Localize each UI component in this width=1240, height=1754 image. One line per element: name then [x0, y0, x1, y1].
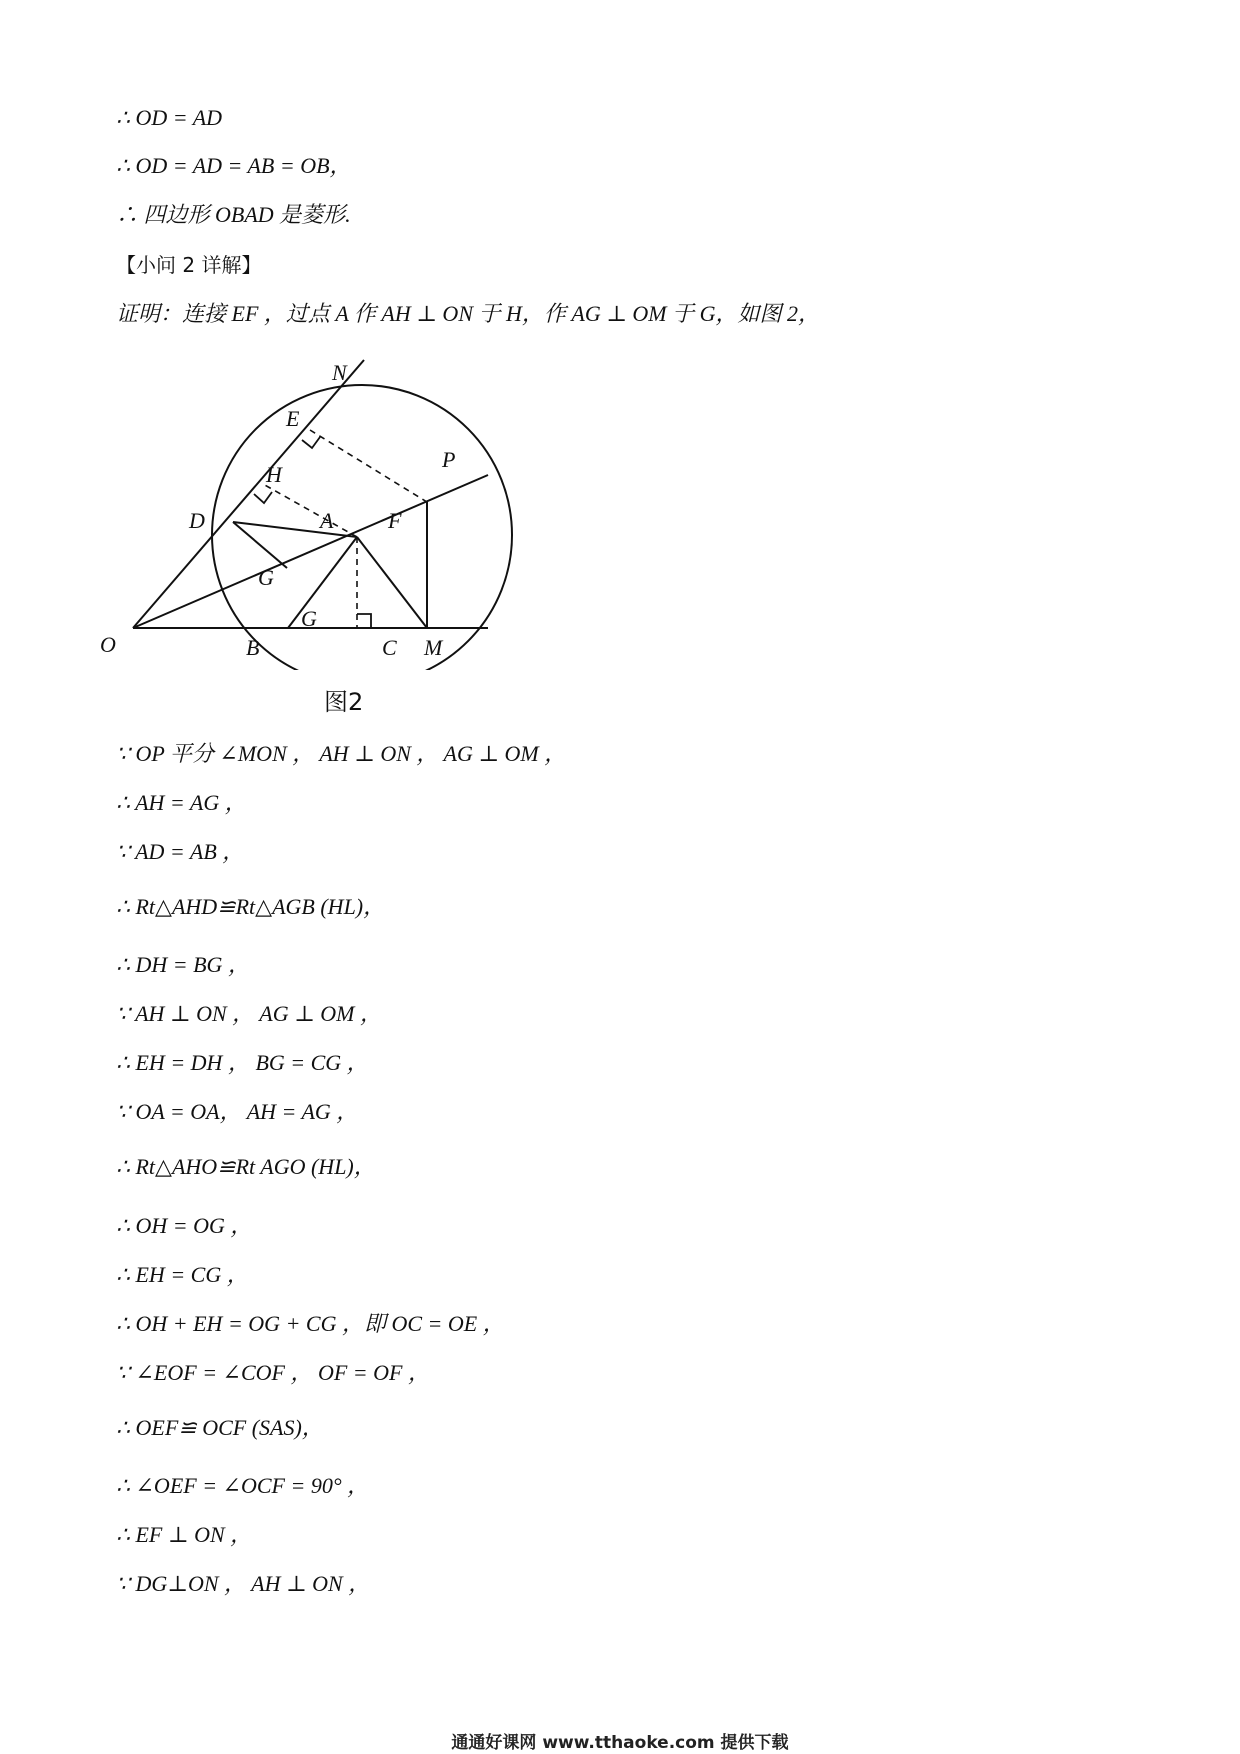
line-congruent-oef-ocf: ∴ OEF≌ OCF (SAS)， — [116, 1415, 324, 1440]
geometry-diagram — [100, 350, 520, 670]
line-ef-on: ∴ EF ⊥ ON ， — [116, 1522, 253, 1547]
label-o: O — [100, 632, 116, 657]
line-dg-on-ah-on: ∵ DG⊥ON ， AH ⊥ ON ， — [116, 1571, 371, 1596]
label-p: P — [442, 447, 456, 472]
segment-ab — [288, 537, 357, 628]
line-ah-on-ag-om: ∵ AH ⊥ ON ， AG ⊥ OM ， — [116, 1001, 383, 1026]
line-oa-oa: ∵ OA = OA， AH = AG ， — [116, 1099, 359, 1124]
geometry-figure — [100, 350, 520, 670]
section-heading: 【小问 2 详解】 — [116, 253, 262, 277]
right-angle-e — [302, 437, 320, 448]
line-od-ad-ab-ob: ∴ OD = AD = AB = OB， — [116, 153, 352, 178]
label-m: M — [424, 635, 443, 660]
line-angle-eof-cof: ∵ ∠EOF = ∠COF ， OF = OF ， — [116, 1360, 430, 1385]
line-od-ad: ∴ OD = AD — [116, 105, 223, 130]
figure-caption: 图2 — [324, 688, 364, 716]
line-rhombus: ∴ 四边形 OBAD 是菱形. — [116, 202, 351, 227]
line-oh-og: ∴ OH = OG ， — [116, 1213, 253, 1238]
label-h: H — [266, 462, 282, 487]
label-g-lower: G — [301, 606, 317, 631]
label-a: A — [320, 508, 334, 533]
label-f: F — [388, 508, 402, 533]
label-c: C — [382, 635, 397, 660]
line-congruent-aho-ago: ∴ Rt△AHO≌Rt AGO (HL)， — [116, 1154, 376, 1179]
line-dh-bg: ∴ DH = BG ， — [116, 952, 250, 977]
line-eh-cg: ∴ EH = CG ， — [116, 1262, 249, 1287]
line-angle-90: ∴ ∠OEF = ∠OCF = 90° ， — [116, 1473, 370, 1498]
line-oc-oe: ∴ OH + EH = OG + CG ，即 OC = OE ， — [116, 1311, 505, 1336]
segment-dg — [233, 522, 287, 568]
segment-da — [233, 522, 357, 537]
dashed-ef — [310, 430, 427, 502]
line-op-bisects: ∵ OP 平分 ∠MON ， AH ⊥ ON ， AG ⊥ OM ， — [116, 741, 567, 766]
line-proof-intro: 证明：连接 EF ，过点 A 作 AH ⊥ ON 于 H，作 AG ⊥ OM 于 G，如图 2， — [116, 301, 821, 326]
line-ah-ag: ∴ AH = AG ， — [116, 790, 247, 815]
label-b: B — [246, 635, 260, 660]
right-angle-h — [254, 492, 272, 503]
line-eh-dh-bg-cg: ∴ EH = DH ， BG = CG ， — [116, 1050, 369, 1075]
ray-on — [133, 360, 364, 628]
line-ad-ab: ∵ AD = AB ， — [116, 839, 245, 864]
line-congruent-ahd-agb: ∴ Rt△AHD≌Rt△AGB (HL)， — [116, 894, 386, 919]
right-angle-g — [357, 614, 371, 628]
label-g-upper: G — [258, 565, 274, 590]
label-n: N — [332, 360, 347, 385]
dashed-ah — [263, 484, 357, 537]
label-d: D — [189, 508, 205, 533]
footer: 通通好课网 www.tthaoke.com 提供下载 — [451, 1733, 789, 1753]
label-e: E — [286, 406, 300, 431]
